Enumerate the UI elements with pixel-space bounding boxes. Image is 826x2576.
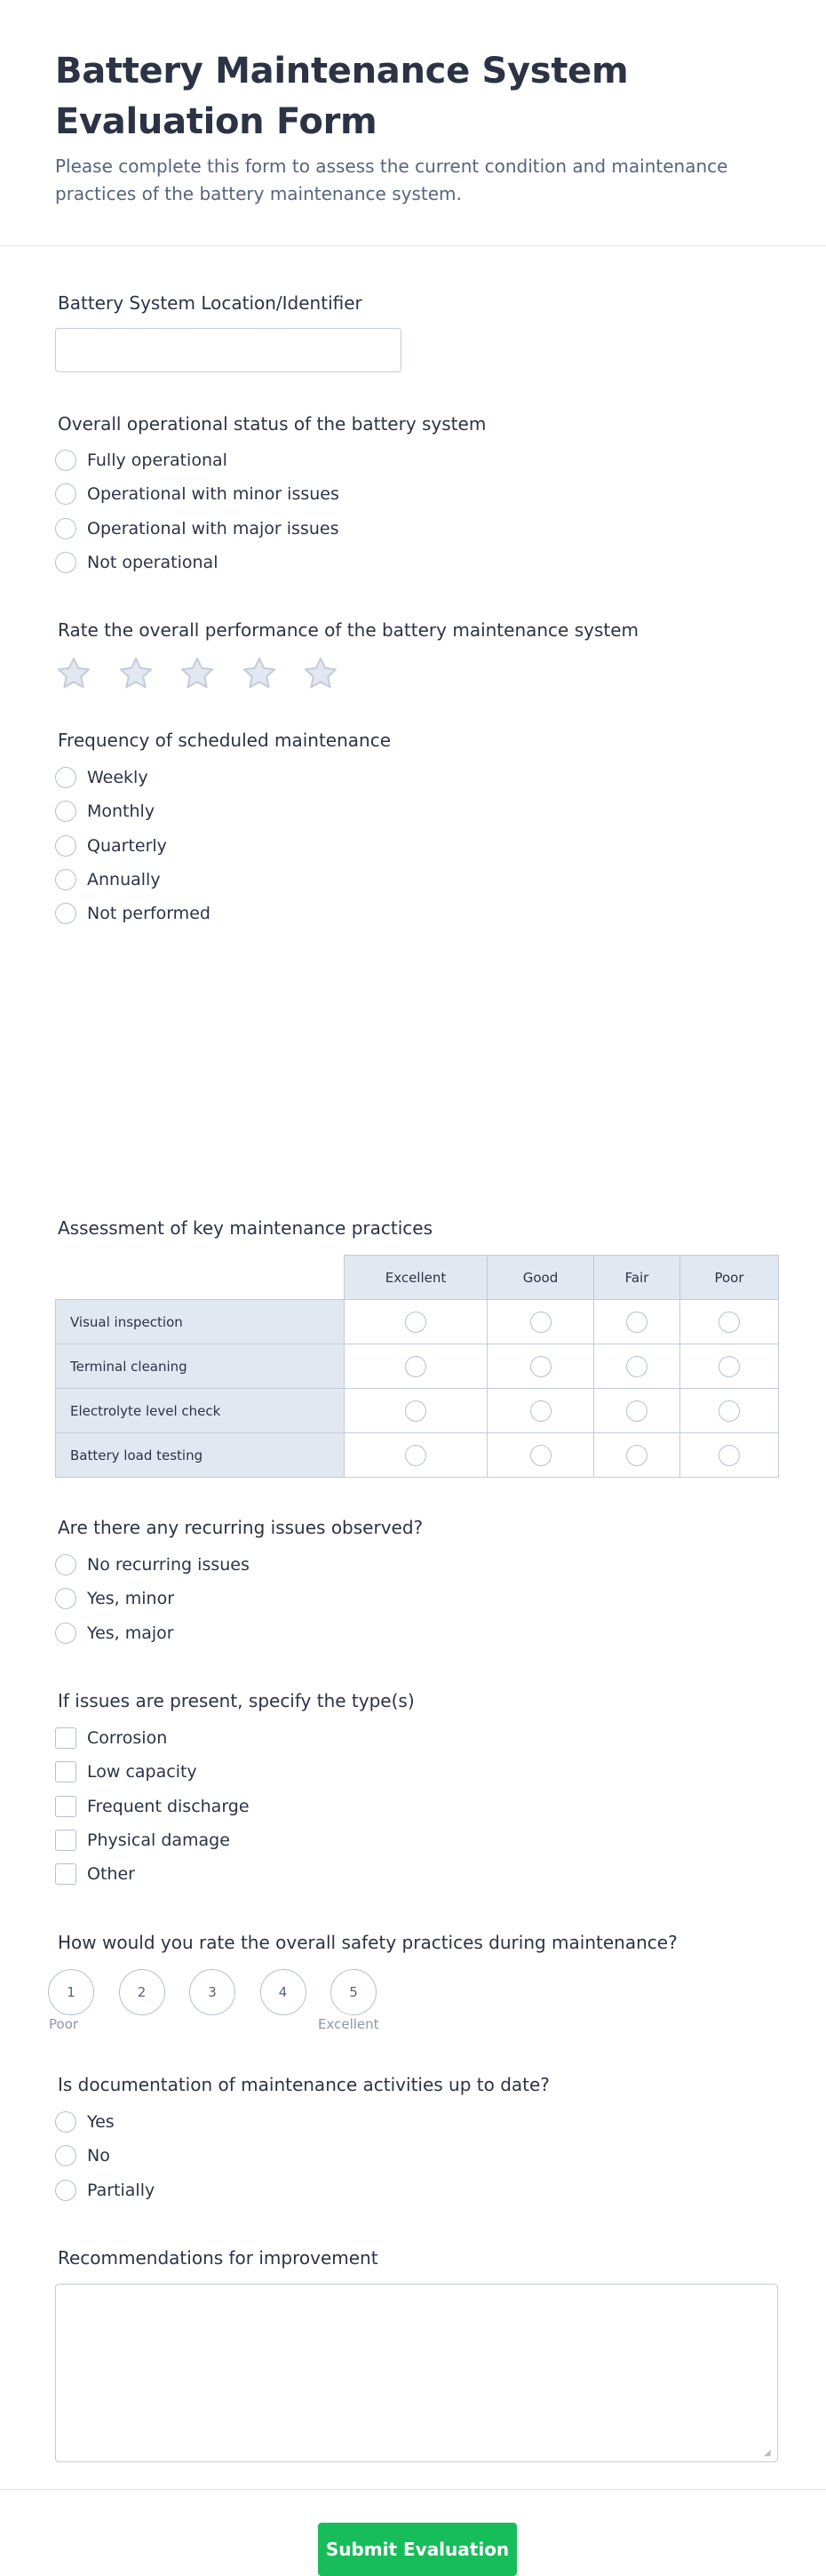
matrix-row	[56, 1389, 779, 1433]
matrix-radio[interactable]	[405, 1400, 426, 1422]
matrix-radio[interactable]	[530, 1356, 552, 1377]
matrix-column-header: Poor	[680, 1256, 779, 1300]
documentation-option[interactable]: Partially	[55, 2178, 155, 2203]
radio-button[interactable]	[55, 1554, 76, 1575]
checkbox[interactable]	[55, 1863, 76, 1885]
issue-type-option[interactable]: Physical damage	[55, 1828, 230, 1853]
matrix-row	[56, 1300, 779, 1344]
recurring-option[interactable]: Yes, major	[55, 1621, 174, 1646]
question-safety-label: How would you rate the overall safety practices during maintenance?	[58, 1932, 678, 1953]
issue-type-option[interactable]: Other	[55, 1862, 135, 1886]
issue-type-option[interactable]: Corrosion	[55, 1726, 167, 1751]
star-icon[interactable]	[302, 655, 339, 692]
radio-button[interactable]	[55, 450, 76, 471]
radio-button[interactable]	[55, 767, 76, 788]
status-option[interactable]: Operational with minor issues	[55, 482, 339, 506]
matrix-header-row	[56, 1256, 779, 1300]
radio-button[interactable]	[55, 518, 76, 539]
issue-type-option[interactable]: Low capacity	[55, 1759, 197, 1784]
recommendations-textarea[interactable]	[55, 2284, 778, 2462]
matrix-column-header: Fair	[594, 1256, 680, 1300]
matrix-row-header: Terminal cleaning	[56, 1344, 345, 1389]
matrix-radio[interactable]	[719, 1400, 740, 1422]
checkbox[interactable]	[55, 1830, 76, 1851]
documentation-option[interactable]: Yes	[55, 2109, 115, 2134]
question-frequency-label: Frequency of scheduled maintenance	[58, 730, 392, 751]
matrix-row-header: Electrolyte level check	[56, 1389, 345, 1433]
radio-button[interactable]	[55, 483, 76, 505]
resize-handle-icon[interactable]: ◢	[764, 2448, 771, 2458]
scale-low-caption: Poor	[49, 2016, 79, 2032]
radio-button[interactable]	[55, 869, 76, 890]
issue-type-option[interactable]: Frequent discharge	[55, 1794, 250, 1819]
question-rating-label: Rate the overall performance of the battery maintenance system	[58, 619, 639, 641]
question-recurring-label: Are there any recurring issues observed?	[58, 1517, 424, 1538]
matrix-radio[interactable]	[719, 1445, 740, 1466]
radio-button[interactable]	[55, 1588, 76, 1609]
form-title: Battery Maintenance System Evaluation Form	[55, 51, 629, 142]
question-status-label: Overall operational status of the battery system	[58, 413, 487, 435]
assessment-matrix	[55, 1255, 779, 1478]
radio-button[interactable]	[55, 835, 76, 857]
checkbox[interactable]	[55, 1727, 76, 1749]
radio-button[interactable]	[55, 2145, 76, 2166]
matrix-row-header: Battery load testing	[56, 1433, 345, 1478]
checkbox[interactable]	[55, 1761, 76, 1782]
question-location-label: Battery System Location/Identifier	[58, 292, 362, 314]
scale-high-caption: Excellent	[318, 2016, 379, 2032]
matrix-radio[interactable]	[626, 1445, 647, 1466]
radio-button[interactable]	[55, 903, 76, 924]
star-icon[interactable]	[179, 655, 216, 692]
question-documentation-label: Is documentation of maintenance activities up to date?	[58, 2074, 550, 2095]
frequency-option[interactable]: Annually	[55, 867, 161, 892]
star-icon[interactable]	[241, 655, 278, 692]
scale-option[interactable]: 4	[260, 1969, 306, 2015]
matrix-radio[interactable]	[719, 1356, 740, 1377]
matrix-column-header: Good	[488, 1256, 594, 1300]
scale-option[interactable]: 3	[189, 1969, 235, 2015]
question-issue-types-label: If issues are present, specify the type(s)	[58, 1690, 415, 1711]
radio-button[interactable]	[55, 2111, 76, 2133]
scale-option[interactable]: 5	[330, 1969, 377, 2015]
question-matrix-label: Assessment of key maintenance practices	[58, 1217, 433, 1239]
recurring-option[interactable]: Yes, minor	[55, 1586, 174, 1611]
frequency-option[interactable]: Weekly	[55, 765, 148, 790]
frequency-option[interactable]: Monthly	[55, 799, 155, 824]
radio-button[interactable]	[55, 801, 76, 822]
matrix-row-header: Visual inspection	[56, 1300, 345, 1344]
star-icon[interactable]	[55, 655, 92, 692]
status-option[interactable]: Fully operational	[55, 448, 227, 473]
matrix-radio[interactable]	[626, 1312, 647, 1333]
star-icon[interactable]	[117, 655, 155, 692]
status-option[interactable]: Operational with major issues	[55, 516, 338, 541]
matrix-radio[interactable]	[405, 1445, 426, 1466]
matrix-radio[interactable]	[405, 1312, 426, 1333]
matrix-row	[56, 1433, 779, 1478]
question-recommendations-label: Recommendations for improvement	[58, 2247, 378, 2269]
frequency-option[interactable]: Not performed	[55, 901, 210, 926]
recurring-option[interactable]: No recurring issues	[55, 1552, 250, 1577]
scale-option[interactable]: 1	[48, 1969, 94, 2015]
matrix-radio[interactable]	[530, 1445, 552, 1466]
frequency-option[interactable]: Quarterly	[55, 833, 167, 858]
matrix-radio[interactable]	[530, 1312, 552, 1333]
matrix-corner	[56, 1256, 345, 1300]
matrix-row	[56, 1344, 779, 1389]
submit-button[interactable]: Submit Evaluation	[318, 2523, 517, 2576]
radio-button[interactable]	[55, 2180, 76, 2201]
form-description: Please complete this form to assess the current condition and maintenance practices of the battery maintenance system.	[55, 156, 728, 204]
documentation-option[interactable]: No	[55, 2143, 110, 2168]
matrix-radio[interactable]	[405, 1356, 426, 1377]
location-input[interactable]	[55, 328, 401, 372]
matrix-radio[interactable]	[626, 1400, 647, 1422]
matrix-radio[interactable]	[626, 1356, 647, 1377]
radio-button[interactable]	[55, 552, 76, 573]
star-rating	[55, 655, 364, 692]
scale-option[interactable]: 2	[119, 1969, 165, 2015]
radio-button[interactable]	[55, 1623, 76, 1644]
matrix-radio[interactable]	[719, 1312, 740, 1333]
status-option[interactable]: Not operational	[55, 550, 218, 575]
checkbox[interactable]	[55, 1796, 76, 1817]
safety-scale	[48, 1969, 401, 2015]
form-header	[0, 0, 826, 246]
matrix-radio[interactable]	[530, 1400, 552, 1422]
matrix-column-header: Excellent	[345, 1256, 488, 1300]
footer-divider	[0, 2489, 826, 2490]
